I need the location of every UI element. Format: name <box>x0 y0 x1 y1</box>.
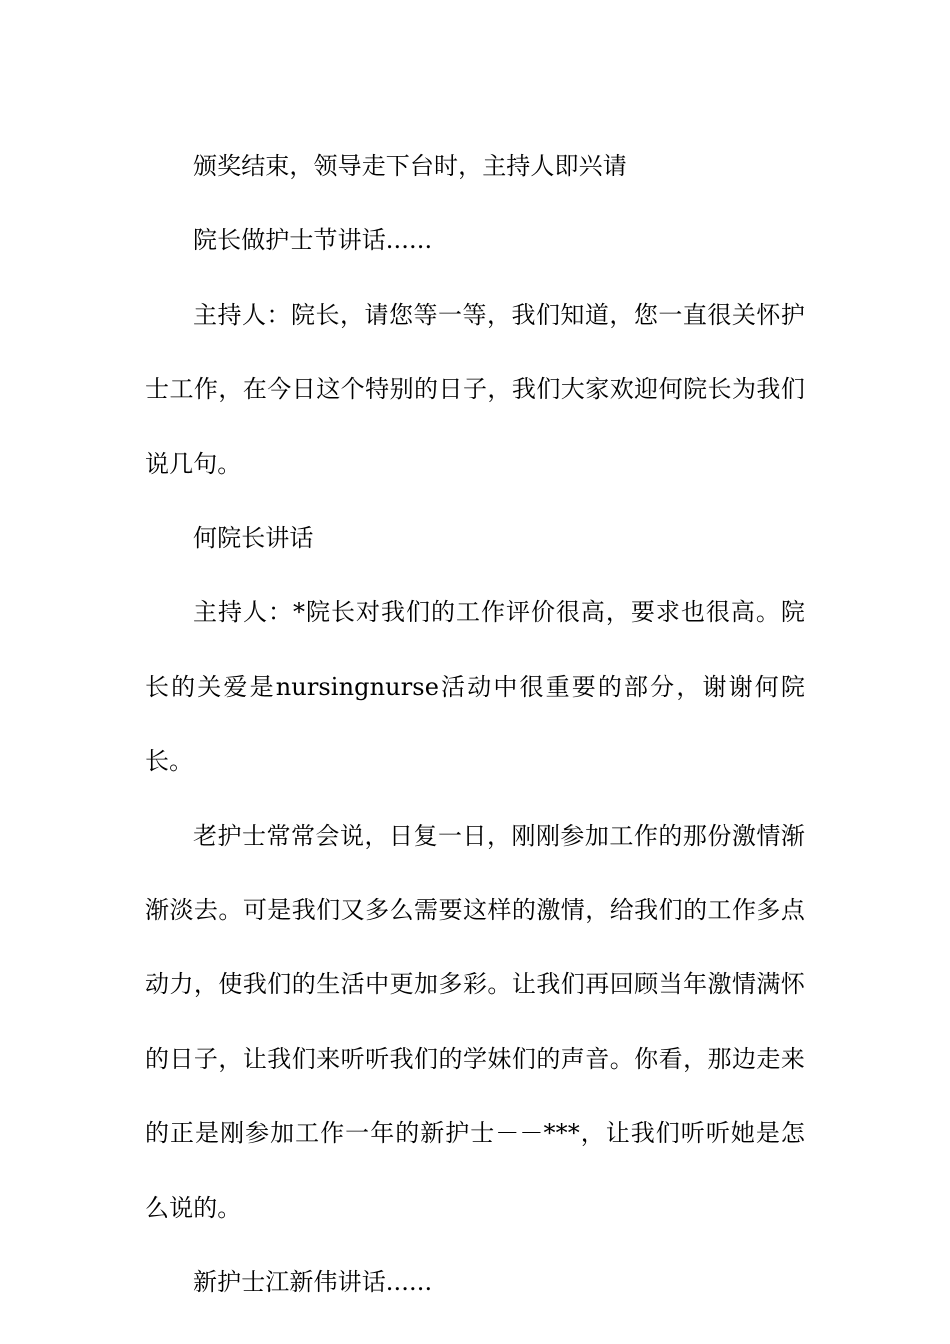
paragraph-award-end: 颁奖结束，领导走下台时，主持人即兴请 <box>193 152 627 180</box>
paragraph-president-speech: 何院长讲话 <box>193 524 314 553</box>
paragraph-host-thanks-president: 主持人：*院长对我们的工作评价很高，要求也很高。院长的关爱是nursingnurse活动中很重要的部分，谢谢何院长。 <box>145 598 805 776</box>
paragraph-old-nurses-passion: 老护士常常会说，日复一日，刚刚参加工作的那份激情渐渐淡去。可是我们又多么需要这样的激情，给我们的工作多点动力，使我们的生活中更加多彩。让我们再回顾当年激情满怀的日子，让我们来听听我们的学妹们的声音。你看，那边走来的正是刚参加工作一年的新护士－－***，让我们听听她是怎么说的。 <box>145 821 805 1222</box>
paragraph-new-nurse-speech: 新护士江新伟讲话...... <box>193 1268 433 1297</box>
paragraph-president-speech-intro: 院长做护士节讲话...... <box>193 226 433 255</box>
paragraph-host-invites-president: 主持人：院长，请您等一等，我们知道，您一直很关怀护士工作，在今日这个特别的日子，我们大家欢迎何院长为我们说几句。 <box>145 300 805 478</box>
